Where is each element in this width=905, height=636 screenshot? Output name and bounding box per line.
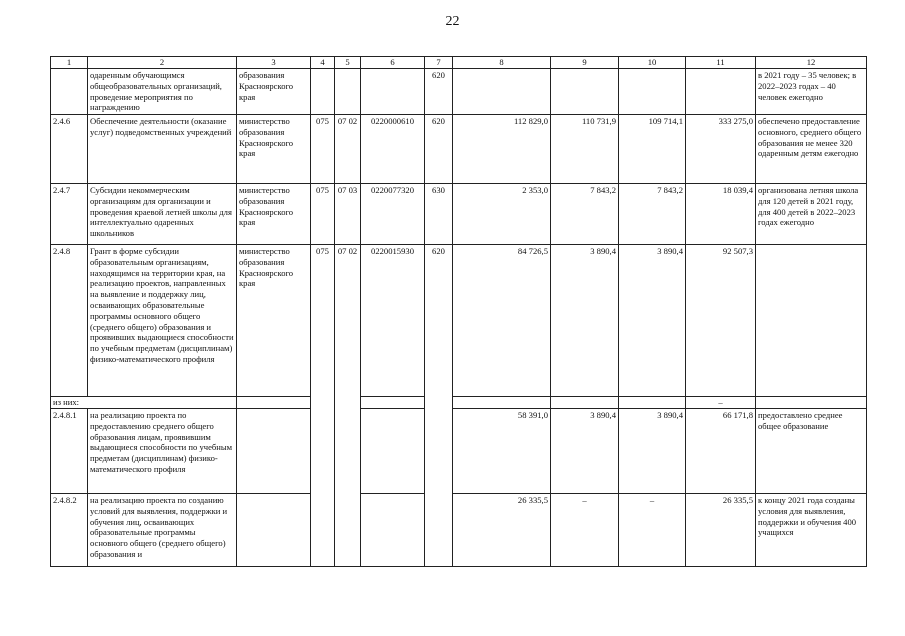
result-cell: организована летняя школа для 120 детей в 2021 году, для 400 детей в 2022–2023 годах ежегодно <box>756 184 867 245</box>
total-cell <box>686 69 756 115</box>
column-header: 8 <box>453 57 551 69</box>
executor-cell <box>237 397 311 409</box>
value-2022-cell: 3 890,4 <box>551 245 619 397</box>
value-2023-cell <box>619 397 686 409</box>
target-article-cell <box>361 397 425 409</box>
section-cell <box>335 494 361 567</box>
column-header: 12 <box>756 57 867 69</box>
value-2021-cell <box>453 69 551 115</box>
program-activities-table <box>50 56 867 567</box>
total-cell: 66 171,8 <box>686 409 756 494</box>
value-2023-cell: 7 843,2 <box>619 184 686 245</box>
column-header: 3 <box>237 57 311 69</box>
subheader-label: из них: <box>51 397 237 409</box>
activity-name-cell: Обеспечение деятельности (оказание услуг) подведомственных учреждений <box>88 115 237 184</box>
grbs-cell <box>311 409 335 494</box>
value-2021-cell: 58 391,0 <box>453 409 551 494</box>
expense-type-cell <box>425 409 453 494</box>
target-article-cell <box>361 69 425 115</box>
value-2021-cell: 112 829,0 <box>453 115 551 184</box>
column-header: 1 <box>51 57 88 69</box>
section-cell: 07 03 <box>335 184 361 245</box>
target-article-cell <box>361 494 425 567</box>
target-article-cell <box>361 409 425 494</box>
executor-cell <box>237 494 311 567</box>
grbs-cell <box>311 397 335 409</box>
column-header: 11 <box>686 57 756 69</box>
section-cell: 07 02 <box>335 115 361 184</box>
activity-name-cell: одаренным обучающимся общеобразовательных организаций, проведение мероприятия по награждению <box>88 69 237 115</box>
executor-cell <box>237 409 311 494</box>
table-row <box>51 69 867 115</box>
page-number: 22 <box>445 14 460 29</box>
table-row <box>51 245 867 397</box>
activity-name-cell: на реализацию проекта по предоставлению среднего общего образования лицам, проявившим выдающиеся способности по учебным предметам (дисциплинам) физико-математического профиля <box>88 409 237 494</box>
target-article-cell: 0220077320 <box>361 184 425 245</box>
section-cell: 07 02 <box>335 245 361 397</box>
column-header: 10 <box>619 57 686 69</box>
executor-cell: министерство образования Красноярского края <box>237 115 311 184</box>
activity-name-cell: на реализацию проекта по созданию условий для выявления, поддержки и обучения лиц, осваивающих образовательные программы основного общего (среднего общего) образования и <box>88 494 237 567</box>
column-header: 5 <box>335 57 361 69</box>
total-cell: 333 275,0 <box>686 115 756 184</box>
value-2021-cell: 84 726,5 <box>453 245 551 397</box>
activity-name-cell: Грант в форме субсидии образовательным организациям, находящимся на территории края, на реализацию проектов, направленных на выявление и поддержку лиц, осваивающих образовательные программы основного общего (среднего общего) образования и проявивших выдающиеся способности по учебным предметам (дисциплинам) физико-математического профиля <box>88 245 237 397</box>
column-header: 6 <box>361 57 425 69</box>
value-2023-cell <box>619 69 686 115</box>
row-number-cell: 2.4.8.1 <box>51 409 88 494</box>
value-2023-cell: 3 890,4 <box>619 245 686 397</box>
value-2022-cell: 7 843,2 <box>551 184 619 245</box>
value-2022-cell: 110 731,9 <box>551 115 619 184</box>
grbs-cell: 075 <box>311 245 335 397</box>
expense-type-cell <box>425 397 453 409</box>
value-2022-cell: 3 890,4 <box>551 409 619 494</box>
expense-type-cell: 620 <box>425 115 453 184</box>
row-number-cell <box>51 69 88 115</box>
target-article-cell: 0220015930 <box>361 245 425 397</box>
subheader-row <box>51 397 867 409</box>
expense-type-cell: 620 <box>425 69 453 115</box>
grbs-cell <box>311 494 335 567</box>
column-header: 2 <box>88 57 237 69</box>
value-2022-cell <box>551 397 619 409</box>
column-number-row <box>51 57 867 69</box>
total-cell: 18 039,4 <box>686 184 756 245</box>
result-cell <box>756 245 867 397</box>
table-row <box>51 494 867 567</box>
executor-cell: министерство образования Красноярского края <box>237 245 311 397</box>
result-cell: обеспечено предоставление основного, среднего общего образования не менее 320 одаренным детям ежегодно <box>756 115 867 184</box>
section-cell <box>335 69 361 115</box>
expense-type-cell: 630 <box>425 184 453 245</box>
value-2022-cell: – <box>551 494 619 567</box>
row-number-cell: 2.4.8.2 <box>51 494 88 567</box>
result-cell <box>756 397 867 409</box>
grbs-cell: 075 <box>311 115 335 184</box>
expense-type-cell: 620 <box>425 245 453 397</box>
grbs-cell <box>311 69 335 115</box>
row-number-cell: 2.4.7 <box>51 184 88 245</box>
expense-type-cell <box>425 494 453 567</box>
table-row <box>51 184 867 245</box>
total-cell: 92 507,3 <box>686 245 756 397</box>
result-cell: предоставлено среднее общее образование <box>756 409 867 494</box>
result-cell: в 2021 году – 35 человек; в 2022–2023 годах – 40 человек ежегодно <box>756 69 867 115</box>
table-row <box>51 115 867 184</box>
activity-name-cell: Субсидии некоммерческим организациям для организации и проведения краевой летней школы для интеллектуально одаренных школьников <box>88 184 237 245</box>
value-2023-cell: 109 714,1 <box>619 115 686 184</box>
target-article-cell: 0220000610 <box>361 115 425 184</box>
value-2021-cell: 2 353,0 <box>453 184 551 245</box>
value-2023-cell: – <box>619 494 686 567</box>
row-number-cell: 2.4.8 <box>51 245 88 397</box>
total-cell: 26 335,5 <box>686 494 756 567</box>
column-header: 7 <box>425 57 453 69</box>
column-header: 4 <box>311 57 335 69</box>
table-row <box>51 409 867 494</box>
value-2021-cell <box>453 397 551 409</box>
total-cell: – <box>686 397 756 409</box>
row-number-cell: 2.4.6 <box>51 115 88 184</box>
executor-cell: министерство образования Красноярского края <box>237 184 311 245</box>
column-header: 9 <box>551 57 619 69</box>
section-cell <box>335 397 361 409</box>
value-2023-cell: 3 890,4 <box>619 409 686 494</box>
section-cell <box>335 409 361 494</box>
grbs-cell: 075 <box>311 184 335 245</box>
result-cell: к концу 2021 года созданы условия для выявления, поддержки и обучения 400 учащихся <box>756 494 867 567</box>
value-2022-cell <box>551 69 619 115</box>
value-2021-cell: 26 335,5 <box>453 494 551 567</box>
executor-cell: образования Красноярского края <box>237 69 311 115</box>
